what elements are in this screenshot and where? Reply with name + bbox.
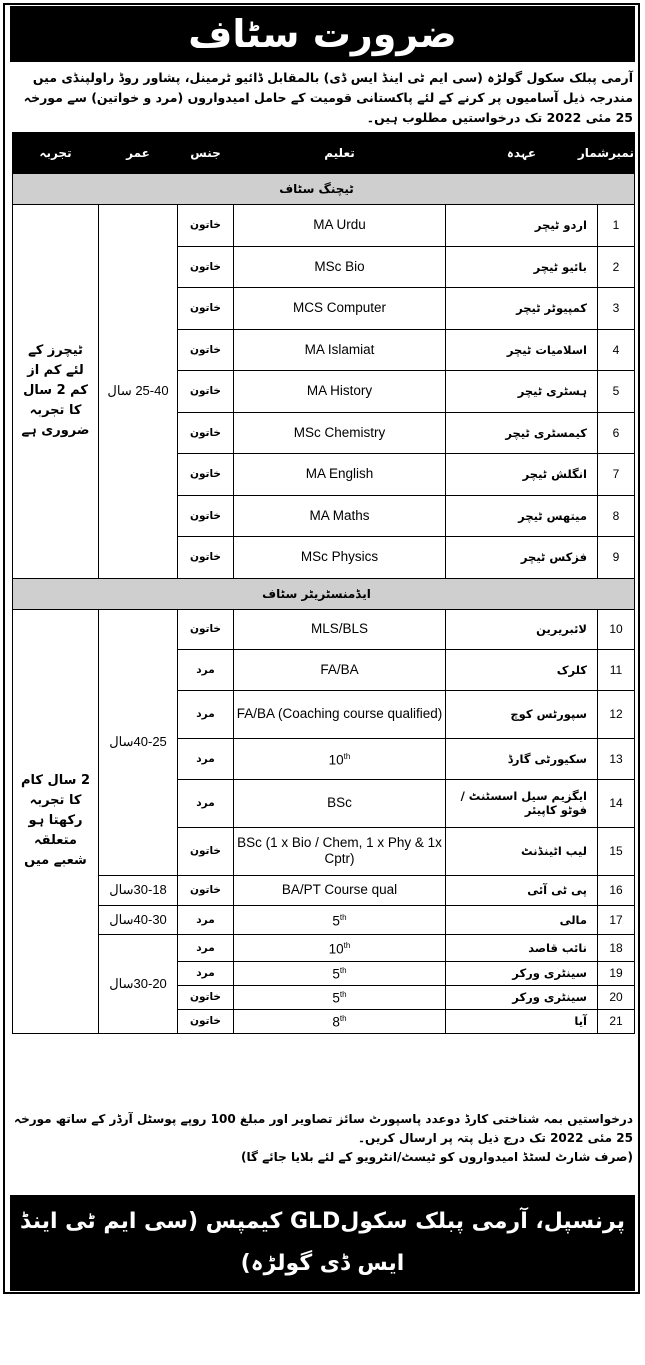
education-text: MA English — [305, 466, 374, 482]
header-sno: نمبرشمار — [598, 133, 635, 174]
education-cell — [234, 1009, 446, 1033]
vacancy-table — [12, 132, 635, 1034]
post-title: سینٹری ورکر — [446, 961, 598, 985]
education-cell — [234, 961, 446, 985]
serial-number: 6 — [598, 412, 635, 454]
age-cell: 25-40 سال — [99, 205, 178, 579]
serial-number: 19 — [598, 961, 635, 985]
education-cell — [234, 875, 446, 905]
gender-cell: خاتون — [178, 412, 234, 454]
education-text: MCS Computer — [292, 300, 387, 316]
education-cell — [234, 495, 446, 537]
instructions-text: درخواستیں بمہ شناختی کارڈ دوعدد پاسپورٹ سائز تصاویر اور مبلغ 100 روپے پوسٹل آرڈر کے ساتھ مورخہ 25 مئی 2022 تک درج ذیل پتہ پر ارسال کریں۔ — [14, 1112, 633, 1145]
post-title: فزکس ٹیچر — [446, 537, 598, 579]
education-text: 5 — [332, 966, 340, 982]
serial-number: 21 — [598, 1009, 635, 1033]
gender-cell: مرد — [178, 934, 234, 961]
education-suffix: th — [339, 966, 347, 976]
gender-cell: خاتون — [178, 371, 234, 413]
post-title: سینٹری ورکر — [446, 985, 598, 1009]
gender-cell: مرد — [178, 779, 234, 827]
post-title: میتھس ٹیچر — [446, 495, 598, 537]
serial-number: 13 — [598, 738, 635, 779]
gender-cell: مرد — [178, 961, 234, 985]
table-row — [13, 875, 635, 905]
education-text: FA/BA — [320, 661, 359, 677]
education-text: 10 — [328, 941, 344, 957]
age-cell: 40-25سال — [99, 609, 178, 875]
contact-phone-line: بلمقابل ڈائیو بس ٹرمینل پشاور روڈ راولپنڈی ۔ برائے رابطہ 051-520728 — [34, 1293, 611, 1357]
education-cell — [234, 371, 446, 413]
table-row — [13, 205, 635, 247]
education-text: MA History — [306, 383, 373, 399]
header-experience: تجربہ — [13, 133, 99, 174]
education-cell — [234, 905, 446, 934]
education-text: MSc Physics — [300, 549, 379, 565]
education-cell — [234, 537, 446, 579]
section-admin — [13, 578, 635, 609]
gender-cell: خاتون — [178, 454, 234, 496]
gender-cell: مرد — [178, 690, 234, 738]
education-cell — [234, 985, 446, 1009]
education-text: MA Islamiat — [304, 341, 375, 357]
education-text: MA Urdu — [313, 217, 366, 233]
serial-number: 18 — [598, 934, 635, 961]
serial-number: 8 — [598, 495, 635, 537]
serial-number: 15 — [598, 827, 635, 875]
serial-number: 17 — [598, 905, 635, 934]
contact-banner — [10, 1195, 635, 1357]
post-title: پی ٹی آئی — [446, 875, 598, 905]
gender-cell: خاتون — [178, 329, 234, 371]
education-text: MSc Chemistry — [293, 424, 386, 440]
header-gender: جنس — [178, 133, 234, 174]
serial-number: 5 — [598, 371, 635, 413]
experience-cell: ٹیچرز کے لئے کم از کم 2 سال کا تجربہ ضروری ہے — [13, 205, 99, 579]
gender-cell: خاتون — [178, 875, 234, 905]
gender-cell: مرد — [178, 905, 234, 934]
intro-paragraph: آرمی پبلک سکول گولڑہ (سی ایم ٹی اینڈ ایس ڈی) بالمقابل ڈائیو ٹرمینل، پشاور روڈ راولپنڈی میں مندرجہ ذیل آسامیوں پر کرنے کے لئے پاکستانی قومیت کے حامل امیدواروں (مرد و خواتین) سے مورخہ 25 مئی 2022 تک درخواستیں مطلوب ہیں۔ — [23, 70, 633, 125]
section-teaching — [13, 174, 635, 205]
post-title: آیا — [446, 1009, 598, 1033]
age-cell: 30-18سال — [99, 875, 178, 905]
serial-number: 7 — [598, 454, 635, 496]
post-title: لیب اٹینڈنٹ — [446, 827, 598, 875]
instructions — [12, 1110, 633, 1167]
gender-cell: خاتون — [178, 205, 234, 247]
gender-cell: مرد — [178, 649, 234, 690]
post-title: اردو ٹیچر — [446, 205, 598, 247]
education-cell — [234, 205, 446, 247]
table-row — [13, 905, 635, 934]
post-title: لائبریرین — [446, 609, 598, 649]
education-text: 10 — [328, 752, 344, 768]
table-header-row — [13, 133, 635, 174]
serial-number: 10 — [598, 609, 635, 649]
education-cell — [234, 609, 446, 649]
post-title: کیمسٹری ٹیچر — [446, 412, 598, 454]
header-education: تعلیم — [234, 133, 446, 174]
education-cell — [234, 329, 446, 371]
post-title: انگلش ٹیچر — [446, 454, 598, 496]
education-text: 5 — [332, 913, 340, 929]
education-text: MLS/BLS — [310, 621, 369, 636]
education-text: BA/PT Course qual — [281, 882, 398, 897]
serial-number: 4 — [598, 329, 635, 371]
serial-number: 14 — [598, 779, 635, 827]
post-title: کمپیوٹر ٹیچر — [446, 288, 598, 330]
education-cell — [234, 690, 446, 738]
section-title: ٹیچنگ سٹاف — [13, 174, 635, 205]
education-cell — [234, 288, 446, 330]
education-cell — [234, 246, 446, 288]
gender-cell: خاتون — [178, 288, 234, 330]
education-text: MSc Bio — [314, 258, 365, 274]
contact-address: پرنسپل، آرمی پبلک سکولGLD کیمپس (سی ایم ٹی اینڈ ایس ڈی گولڑہ) — [20, 1209, 625, 1276]
serial-number: 11 — [598, 649, 635, 690]
post-title: نائب قاصد — [446, 934, 598, 961]
education-cell — [234, 738, 446, 779]
table-row — [13, 934, 635, 961]
post-title: سکیورٹی گارڈ — [446, 738, 598, 779]
post-title: مالی — [446, 905, 598, 934]
education-text: 8 — [332, 1014, 340, 1030]
education-cell — [234, 779, 446, 827]
gender-cell: خاتون — [178, 495, 234, 537]
education-suffix: th — [339, 990, 347, 1000]
post-title: ایگزیم سیل اسسٹنٹ / فوٹو کاپیئر — [446, 779, 598, 827]
age-cell: 30-20سال — [99, 934, 178, 1033]
gender-cell: خاتون — [178, 246, 234, 288]
serial-number: 12 — [598, 690, 635, 738]
education-cell — [234, 412, 446, 454]
gender-cell: خاتون — [178, 985, 234, 1009]
table-row — [13, 609, 635, 649]
education-cell — [234, 649, 446, 690]
experience-cell: 2 سال کام کا تجربہ رکھتا ہو متعلقہ شعبے میں — [13, 609, 99, 1033]
education-text: BSc (1 x Bio / Chem, 1 x Phy & 1x Cptr) — [237, 835, 442, 866]
education-text: MA Maths — [309, 507, 370, 523]
ad-title: ضرورت سٹاف — [10, 6, 635, 62]
education-cell — [234, 454, 446, 496]
education-suffix: th — [339, 912, 347, 922]
education-text: 5 — [332, 990, 340, 1006]
shortlist-note: (صرف شارٹ لسٹڈ امیدواروں کو ٹیسٹ/انٹرویو کے لئے بلایا جائے گا) — [240, 1150, 633, 1164]
gender-cell: خاتون — [178, 537, 234, 579]
education-text: FA/BA (Coaching course qualified) — [236, 706, 443, 721]
gender-cell: مرد — [178, 738, 234, 779]
education-suffix: th — [343, 751, 351, 761]
education-cell — [234, 827, 446, 875]
education-text: BSc — [327, 795, 352, 810]
serial-number: 2 — [598, 246, 635, 288]
serial-number: 1 — [598, 205, 635, 247]
header-age: عمر — [99, 133, 178, 174]
serial-number: 20 — [598, 985, 635, 1009]
header-post: عہدہ — [446, 133, 598, 174]
education-cell — [234, 934, 446, 961]
post-title: اسلامیات ٹیچر — [446, 329, 598, 371]
serial-number: 3 — [598, 288, 635, 330]
post-title: کلرک — [446, 649, 598, 690]
post-title: ہسٹری ٹیچر — [446, 371, 598, 413]
age-cell: 40-30سال — [99, 905, 178, 934]
serial-number: 9 — [598, 537, 635, 579]
gender-cell: خاتون — [178, 827, 234, 875]
education-suffix: th — [339, 1014, 347, 1024]
post-title: بائیو ٹیچر — [446, 246, 598, 288]
post-title: سپورٹس کوچ — [446, 690, 598, 738]
section-title: ایڈمنسٹریٹر سٹاف — [13, 578, 635, 609]
serial-number: 16 — [598, 875, 635, 905]
education-suffix: th — [343, 940, 351, 950]
gender-cell: خاتون — [178, 1009, 234, 1033]
gender-cell: خاتون — [178, 609, 234, 649]
